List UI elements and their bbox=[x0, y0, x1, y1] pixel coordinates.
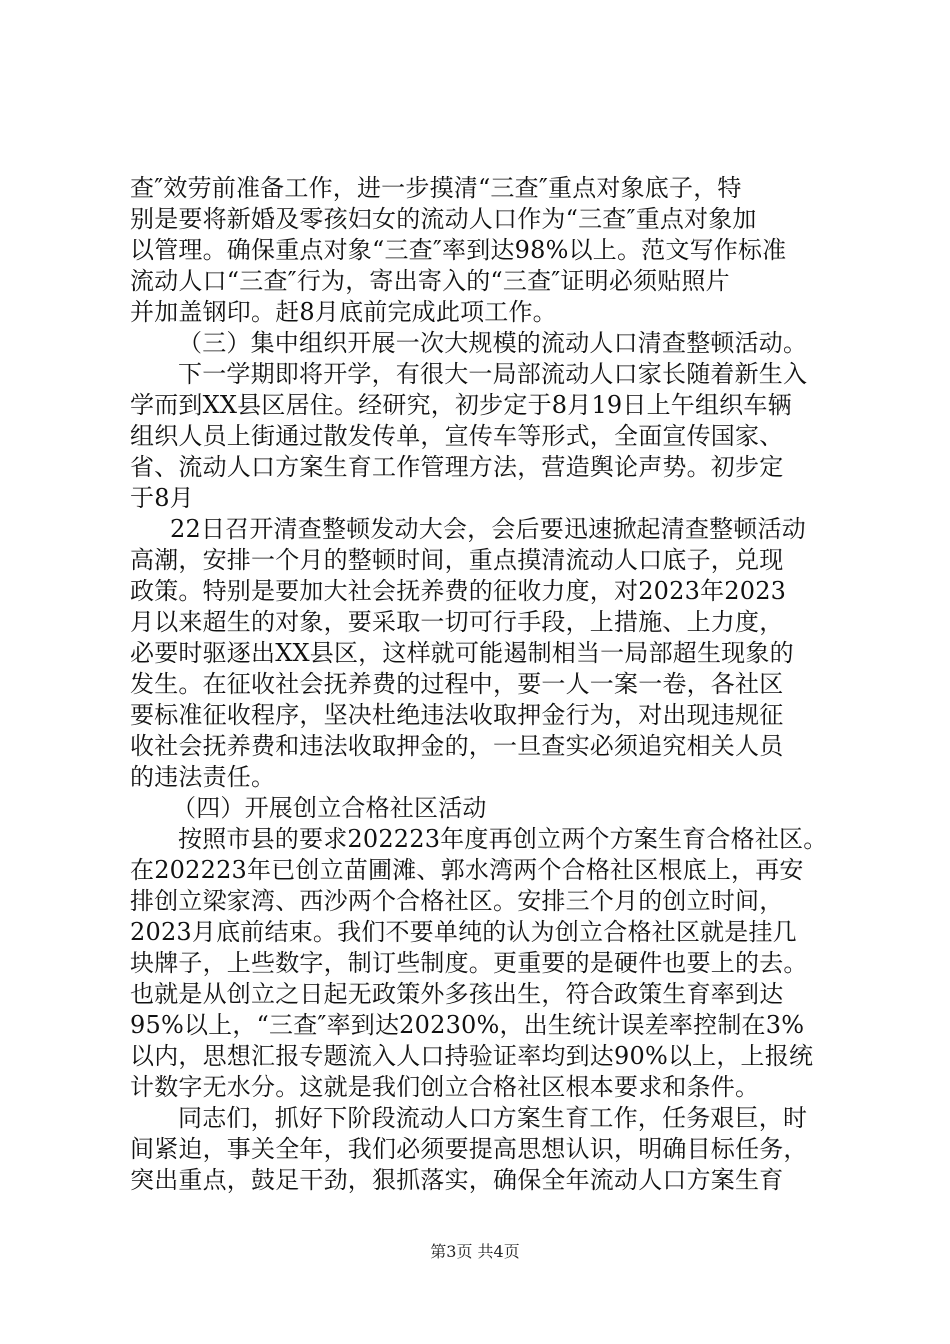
text-line: 块牌子，上些数字，制订些制度。更重要的是硬件也要上的去。 bbox=[130, 949, 808, 977]
text-line: 间紧迫，事关全年，我们必须要提高思想认识，明确目标任务， bbox=[130, 1135, 808, 1163]
text-line: 高潮，安排一个月的整顿时间，重点摸清流动人口底子，兑现 bbox=[130, 546, 784, 574]
text-line: 95%以上，“三查″率到达20230%，出生统计误差率控制在3% bbox=[130, 1011, 805, 1039]
text-line: 组织人员上街通过散发传单，宣传车等形式，全面宣传国家、 bbox=[130, 422, 784, 450]
text-line: 以内，思想汇报专题流入人口持验证率均到达90%以上，上报统 bbox=[130, 1042, 814, 1070]
document-body bbox=[130, 173, 850, 1196]
text-line: 按照市县的要求202223年度再创立两个方案生育合格社区。 bbox=[178, 825, 828, 853]
text-line: 查″效劳前准备工作，进一步摸清“三查″重点对象底子，特 bbox=[130, 174, 742, 202]
text-line: 省、流动人口方案生育工作管理方法，营造舆论声势。初步定 bbox=[130, 453, 784, 481]
text-line: 22日召开清查整顿发动大会，会后要迅速掀起清查整顿活动 bbox=[170, 515, 806, 543]
text-line: 排创立梁家湾、西沙两个合格社区。安排三个月的创立时间， bbox=[130, 887, 784, 915]
text-line: 要标准征收程序，坚决杜绝违法收取押金行为，对出现违规征 bbox=[130, 701, 784, 729]
text-line: 别是要将新婚及零孩妇女的流动人口作为“三查″重点对象加 bbox=[130, 205, 757, 233]
text-line: 在202223年已创立苗圃滩、郭水湾两个合格社区根底上，再安 bbox=[130, 856, 804, 884]
text-line: 2023月底前结束。我们不要单纯的认为创立合格社区就是挂几 bbox=[130, 918, 797, 946]
text-line: 的违法责任。 bbox=[130, 763, 276, 791]
text-line: 必要时驱逐出XX县区，这样就可能遏制相当一局部超生现象的 bbox=[130, 639, 794, 667]
text-line: 也就是从创立之日起无政策外多孩出生，符合政策生育率到达 bbox=[130, 980, 784, 1008]
text-line: 流动人口“三查″行为，寄出寄入的“三查″证明必须贴照片 bbox=[130, 267, 730, 295]
text-line: 月以来超生的对象，要采取一切可行手段，上措施、上力度， bbox=[130, 608, 784, 636]
text-line: 收社会抚养费和违法收取押金的，一旦查实必须追究相关人员 bbox=[130, 732, 784, 760]
text-line: 下一学期即将开学，有很大一局部流动人口家长随着新生入 bbox=[178, 360, 808, 388]
text-line: 并加盖钢印。赶8月底前完成此项工作。 bbox=[130, 298, 557, 326]
section-heading-4: （四）开展创立合格社区活动 bbox=[172, 794, 487, 822]
text-line: 于8月 bbox=[130, 484, 194, 512]
section-heading-3: （三）集中组织开展一次大规模的流动人口清查整顿活动。 bbox=[178, 329, 808, 357]
text-line: 学而到XX县区居住。经研究，初步定于8月19日上午组织车辆 bbox=[130, 391, 792, 419]
text-line: 发生。在征收社会抚养费的过程中，要一人一案一卷，各社区 bbox=[130, 670, 784, 698]
text-line: 政策。特别是要加大社会抚养费的征收力度，对2023年2023 bbox=[130, 577, 787, 605]
page-number-footer: 第3页 共4页 bbox=[430, 1242, 520, 1261]
text-line: 以管理。确保重点对象“三查″率到达98%以上。范文写作标准 bbox=[130, 236, 787, 264]
text-line: 突出重点，鼓足干劲，狠抓落实，确保全年流动人口方案生育 bbox=[130, 1166, 784, 1194]
text-line: 计数字无水分。这就是我们创立合格社区根本要求和条件。 bbox=[130, 1073, 760, 1101]
text-line: 同志们，抓好下阶段流动人口方案生育工作，任务艰巨，时 bbox=[178, 1104, 808, 1132]
